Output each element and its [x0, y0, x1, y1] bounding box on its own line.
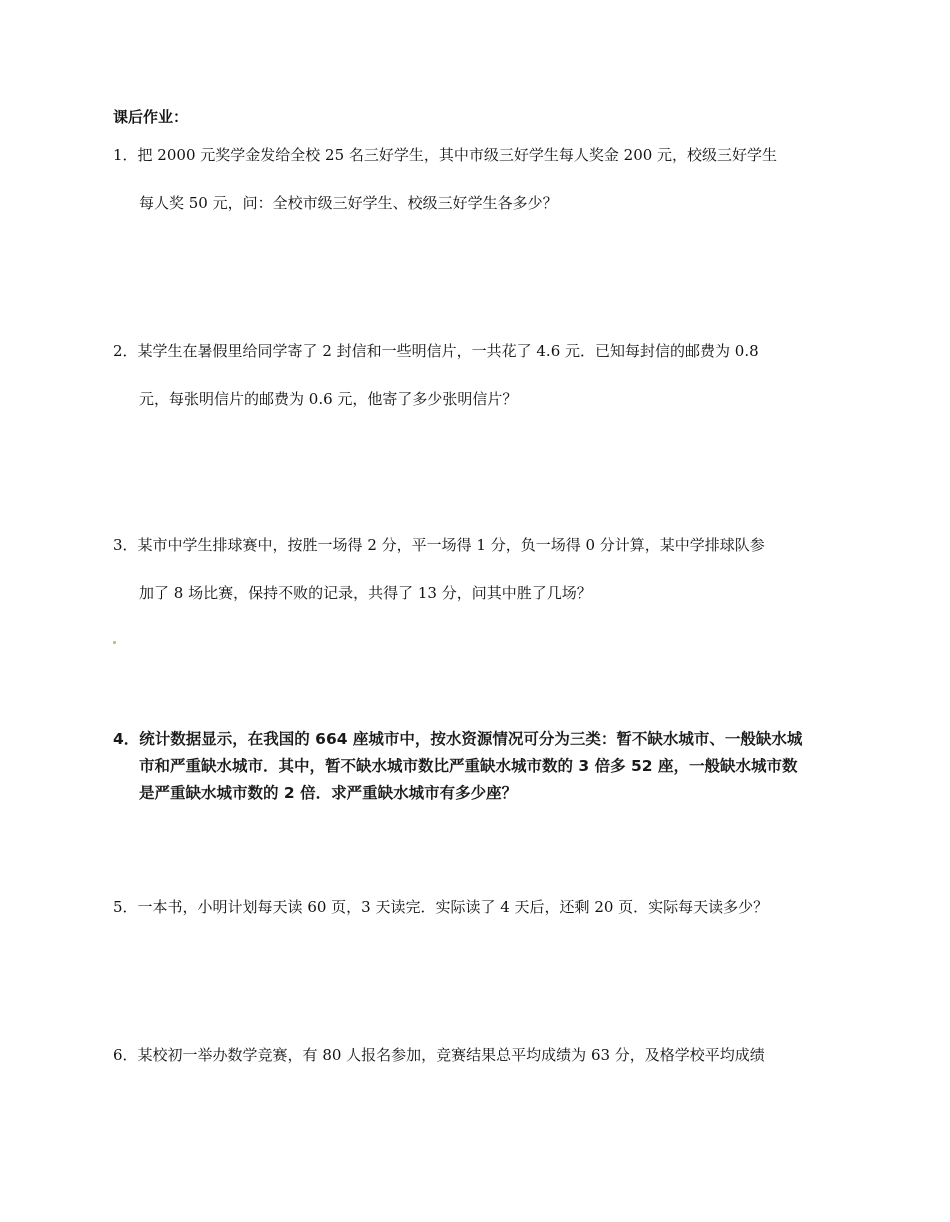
question-3: [113, 534, 843, 604]
question-2: [113, 340, 843, 410]
question-4-line-2: 市和严重缺水城市．其中，暂不缺水城市数比严重缺水城市数的 3 倍多 52 座，一般缺水城市数: [139, 757, 798, 775]
question-2-line-2: 元，每张明信片的邮费为 0.6 元，他寄了多少张明信片？: [139, 390, 518, 408]
question-5: [113, 896, 843, 918]
question-1: [113, 144, 843, 214]
question-5-line-1: 5．一本书，小明计划每天读 60 页，3 天读完．实际读了 4 天后，还剩 20 页．实际每天读多少？: [113, 898, 769, 916]
question-2-line-1: 2．某学生在暑假里给同学寄了 2 封信和一些明信片，一共花了 4.6 元．已知每封信的邮费为 0.8: [113, 342, 759, 360]
question-4-line-1: 4．统计数据显示，在我国的 664 座城市中，按水资源情况可分为三类：暂不缺水城市、一般缺水城: [113, 730, 803, 748]
question-6-line-1: 6．某校初一举办数学竞赛，有 80 人报名参加，竞赛结果总平均成绩为 63 分，及格学校平均成绩: [113, 1046, 765, 1064]
question-4-line-3: 是严重缺水城市数的 2 倍．求严重缺水城市有多少座？: [139, 784, 518, 802]
question-4: [113, 726, 843, 807]
question-3-line-1: 3．某市中学生排球赛中，按胜一场得 2 分，平一场得 1 分，负一场得 0 分计算，某中学排球队参: [113, 536, 765, 554]
question-3-line-2: 加了 8 场比赛，保持不败的记录，共得了 13 分，问其中胜了几场？: [139, 584, 592, 602]
homework-heading: 课后作业：: [113, 108, 189, 126]
question-6: [113, 1044, 843, 1066]
scan-speck: [113, 641, 116, 644]
question-1-line-1: 1．把 2000 元奖学金发给全校 25 名三好学生，其中市级三好学生每人奖金 200 元，校级三好学生: [113, 146, 778, 164]
question-1-line-2: 每人奖 50 元，问：全校市级三好学生、校级三好学生各多少？: [139, 194, 558, 212]
